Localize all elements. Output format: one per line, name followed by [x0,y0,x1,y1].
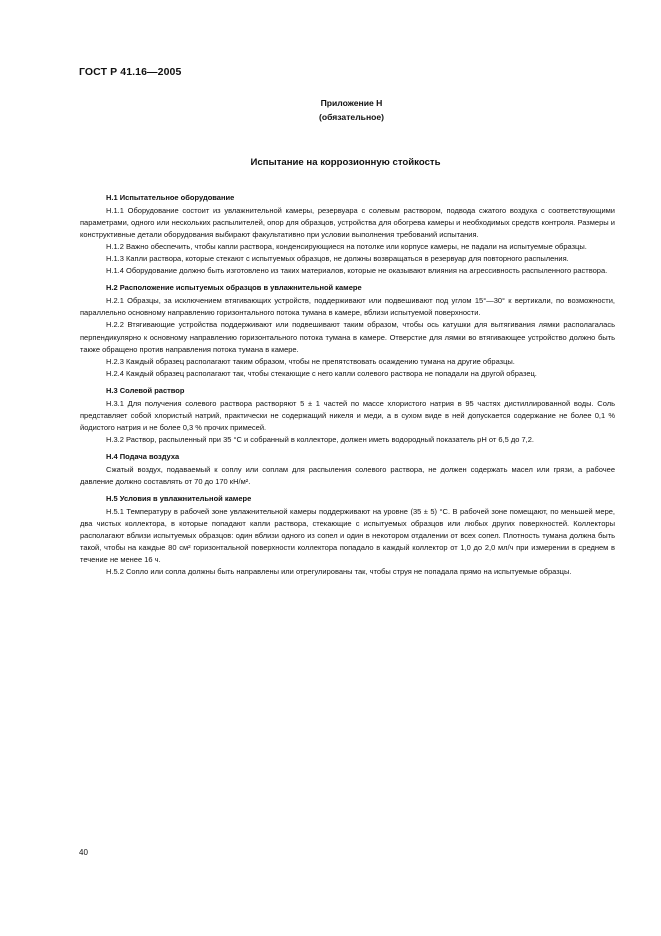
standard-header: ГОСТ Р 41.16—2005 [79,66,182,78]
page-number: 40 [79,848,88,857]
annex-title: Испытание на коррозионную стойкость [250,157,441,168]
paragraph: Н.2.1 Образцы, за исключением втягивающих устройств, поддерживают или подвешивают под углом 15°—30° к вертикали, по возможности, параллельно основному направлению горизонтального потока тумана в камере, вблизи испытуемой поверхности. [80,296,615,318]
section-heading: Н.4 Подача воздуха [106,451,180,461]
paragraph: Н.5.2 Сопло или сопла должны быть направлены или отрегулированы так, чтобы струя не попадала прямо на испытуемые образцы. [106,567,572,577]
section-heading: Н.5 Условия в увлажнительной камере [106,494,252,504]
section-heading: Н.1 Испытательное оборудование [106,193,235,202]
paragraph: Н.1.2 Важно обеспечить, чтобы капли раствора, конденсирующиеся на потолке или корпусе камеры, не падали на испытуемые образцы. [106,242,587,252]
annex-body [80,192,615,578]
paragraph: Н.1.4 Оборудование должно быть изготовлено из таких материалов, которые не оказывают влияния на агрессивность распыленного раствора. [106,266,608,276]
paragraph: Н.2.3 Каждый образец располагают таким образом, чтобы не препятствовать осаждению тумана на другие образцы. [106,356,515,366]
annex-status: (обязательное) [318,112,385,122]
paragraph: Н.1.3 Капли раствора, которые стекают с испытуемых образцов, не должны возвращаться в резервуар для повторного распыления. [106,254,569,264]
paragraph: Н.2.2 Втягивающие устройства поддерживают или подвешивают таким образом, чтобы ось катушки для вытягивания лямки располагалась перпендикулярно к основному направлению горизонтального потока тумана в камере. Отверстие для лямки во втягивающее устройство должно быть также обращено против направления потока тумана в камере. [80,320,615,354]
annex-heading [0,96,661,124]
annex-label: Приложение Н [320,98,383,108]
paragraph: Н.5.1 Температуру в рабочей зоне увлажнительной камеры поддерживают на уровне (35 ± 5) °C. В рабочей зоне помещают, по меньшей мере, два чистых коллектора, в которые попадают капли раствора, стекающие с испытуемых образцов или любых других поверхностей. Коллекторы располагают вблизи испытуемых образцов: один вблизи одного из сопел и один в некотором отдалении от всех сопел. Плотность тумана должна быть такой, чтобы на каждые 80 см² горизонтальной поверхности коллектора попадало в каждый коллектор от 1,0 до 2,0 мл/ч при измерении в среднем в течение не менее 16 ч. [80,507,615,565]
paragraph: Н.3.2 Раствор, распыленный при 35 °C и собранный в коллекторе, должен иметь водородный показатель pH от 6,5 до 7,2. [106,434,535,444]
section-heading: Н.2 Расположение испытуемых образцов в увлажнительной камере [106,283,362,293]
paragraph: Н.2.4 Каждый образец располагают так, чтобы стекающие с него капли солевого раствора не попадали на другой образец. [106,368,537,378]
paragraph: Н.3.1 Для получения солевого раствора растворяют 5 ± 1 частей по массе хлористого натрия в 95 частях дистиллированной воды. Соль представляет собой хлористый натрий, практически не содержащий никеля и меди, а в сухом виде в ней допускается содержание не более 0,1 % йодистого натрия и не более 0,3 % прочих примесей. [80,398,615,432]
section-heading: Н.3 Солевой раствор [106,385,185,395]
paragraph: Н.1.1 Оборудование состоит из увлажнительной камеры, резервуара с солевым раствором, подвода сжатого воздуха с соответствующими параметрами, одного или нескольких распылителей, опор для образцов, устройства для обогрева камеры и необходимых средств контроля. Размеры и конструктивные детали оборудования выбирают факультативно при условии выполнения требований испытания. [80,206,615,240]
paragraph: Сжатый воздух, подаваемый к соплу или соплам для распыления солевого раствора, не должен содержать масел или грязи, а рабочее давление должно составлять от 70 до 170 кН/м². [80,464,615,487]
